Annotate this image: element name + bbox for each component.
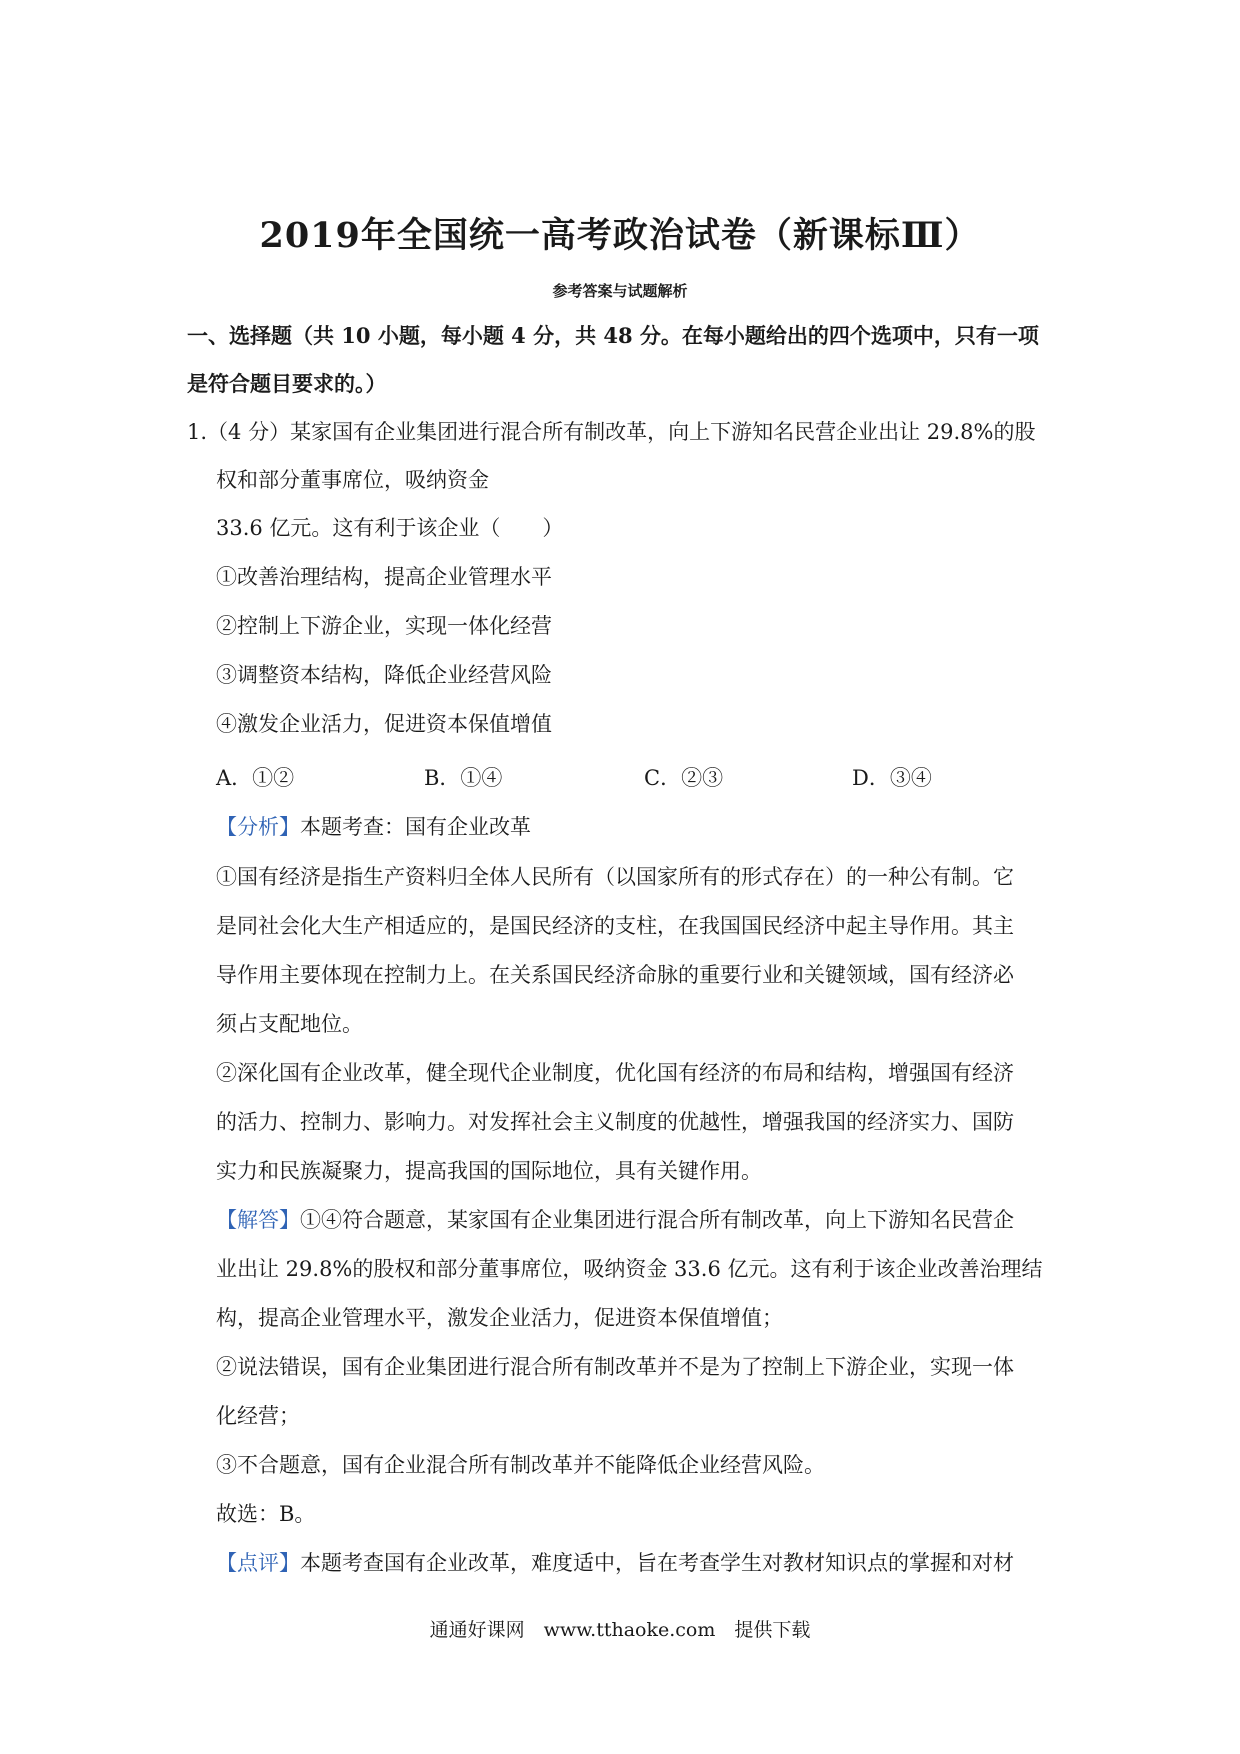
answer-line-6: 故选：B。 bbox=[216, 1502, 316, 1526]
option-a: A．①② bbox=[216, 766, 295, 790]
answer-line-1: 业出让 29.8%的股权和部分董事席位，吸纳资金 33.6 亿元。这有利于该企业改善治理结 bbox=[216, 1257, 1043, 1281]
analysis-line-4: 须占支配地位。 bbox=[216, 1012, 363, 1036]
question-stem-line-3: 33.6 亿元。这有利于该企业（ ） bbox=[216, 516, 564, 540]
section-heading-line-2: 是符合题目要求的。） bbox=[187, 371, 387, 396]
question-item-3: ③调整资本结构，降低企业经营风险 bbox=[216, 663, 552, 687]
page-subtitle: 参考答案与试题解析 bbox=[552, 282, 688, 300]
comment-tag: 【点评】 bbox=[216, 1551, 300, 1575]
section-heading-line-1: 一、选择题（共 10 小题，每小题 4 分，共 48 分。在每小题给出的四个选项中，只有一项 bbox=[187, 323, 1039, 348]
page-title: 2019年全国统一高考政治试卷（新课标Ⅲ） bbox=[259, 215, 981, 256]
analysis-line-2: 是同社会化大生产相适应的，是国民经济的支柱，在我国国民经济中起主导作用。其主 bbox=[216, 914, 1014, 938]
answer-tag: 【解答】 bbox=[216, 1208, 300, 1232]
question-item-2: ②控制上下游企业，实现一体化经营 bbox=[216, 614, 552, 638]
analysis-line-7: 实力和民族凝聚力，提高我国的国际地位，具有关键作用。 bbox=[216, 1159, 762, 1183]
analysis-line-1: ①国有经济是指生产资料归全体人民所有（以国家所有的形式存在）的一种公有制。它 bbox=[216, 865, 1014, 889]
answer-line-4: 化经营； bbox=[216, 1404, 300, 1428]
analysis-line-5: ②深化国有企业改革，健全现代企业制度，优化国有经济的布局和结构，增强国有经济 bbox=[216, 1061, 1014, 1085]
question-stem-line-2: 权和部分董事席位，吸纳资金 bbox=[216, 468, 489, 492]
comment-line bbox=[216, 1549, 1014, 1577]
answer-options bbox=[216, 764, 976, 792]
option-b: B．①④ bbox=[424, 766, 503, 790]
answer-line-2: 构，提高企业管理水平，激发企业活力，促进资本保值增值； bbox=[216, 1306, 783, 1330]
analysis-line-6: 的活力、控制力、影响力。对发挥社会主义制度的优越性，增强我国的经济实力、国防 bbox=[216, 1110, 1014, 1134]
answer-line-3: ②说法错误，国有企业集团进行混合所有制改革并不是为了控制上下游企业，实现一体 bbox=[216, 1355, 1014, 1379]
analysis-heading bbox=[216, 813, 531, 841]
page-footer: 通通好课网 www.tthaoke.com 提供下载 bbox=[429, 1619, 811, 1641]
option-c: C．②③ bbox=[644, 766, 724, 790]
question-stem-line-1: 1.（4 分）某家国有企业集团进行混合所有制改革，向上下游知名民营企业出让 29.8%的股 bbox=[187, 420, 1036, 444]
question-item-4: ④激发企业活力，促进资本保值增值 bbox=[216, 712, 552, 736]
analysis-intro: 本题考查：国有企业改革 bbox=[300, 815, 531, 839]
analysis-line-3: 导作用主要体现在控制力上。在关系国民经济命脉的重要行业和关键领域，国有经济必 bbox=[216, 963, 1014, 987]
comment-text: 本题考查国有企业改革，难度适中，旨在考查学生对教材知识点的掌握和对材 bbox=[300, 1551, 1014, 1575]
answer-first-line: ①④符合题意，某家国有企业集团进行混合所有制改革，向上下游知名民营企 bbox=[300, 1208, 1014, 1232]
answer-line-5: ③不合题意，国有企业混合所有制改革并不能降低企业经营风险。 bbox=[216, 1453, 825, 1477]
question-item-1: ①改善治理结构，提高企业管理水平 bbox=[216, 565, 552, 589]
option-d: D．③④ bbox=[852, 766, 932, 790]
analysis-tag: 【分析】 bbox=[216, 815, 300, 839]
answer-heading bbox=[216, 1206, 1014, 1234]
